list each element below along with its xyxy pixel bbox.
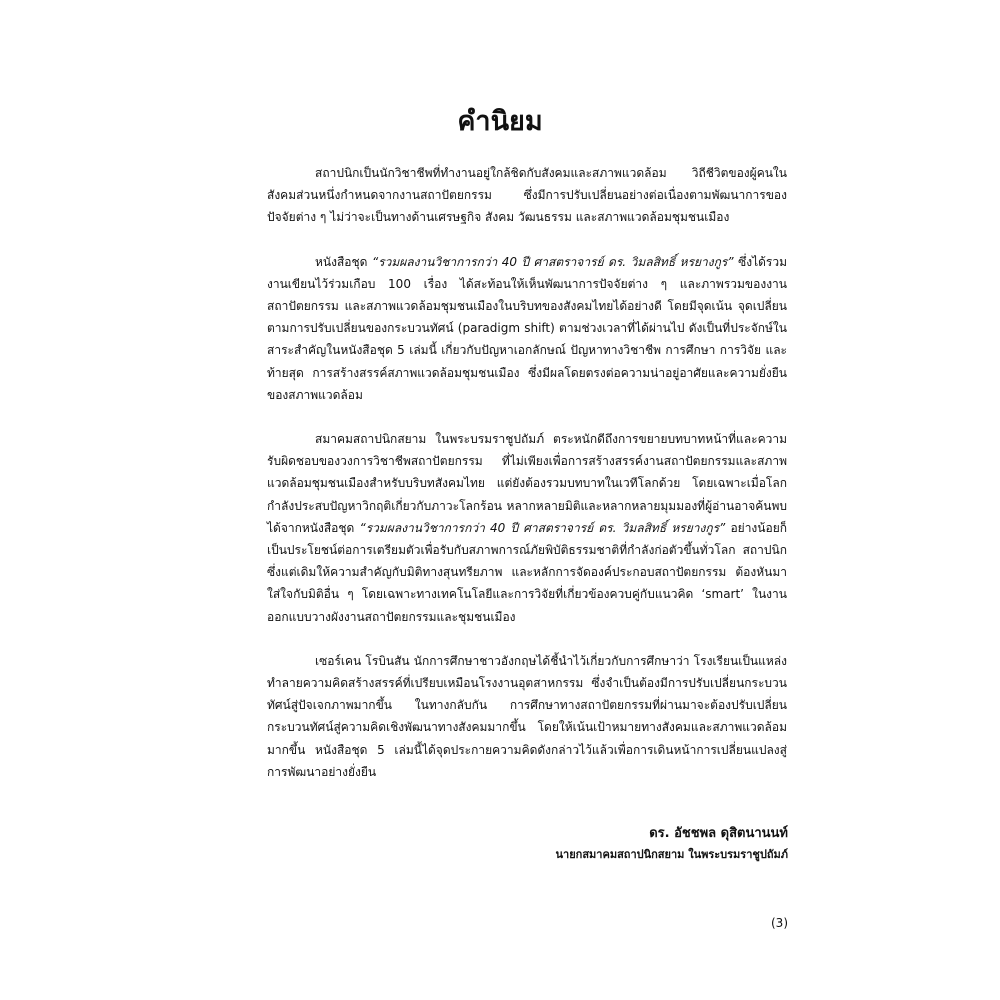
- paragraph-text: หนังสือชุด: [315, 254, 372, 269]
- book-series-title: “รวมผลงานวิชาการกว่า 40 ปี ศาสตราจารย์ ดร. วิมลสิทธิ์ หรยางกูร”: [359, 520, 726, 535]
- paragraph-text: ซึ่งได้รวมงานเขียนไว้ร่วมเกือบ 100 เรื่อง ได้สะท้อนให้เห็นพัฒนาการปัจจัยต่าง ๆ และภาพรวมของงานสถาปัตยกรรม และสภาพแวดล้อมชุมชนเมืองในบริบทของสังคมไทยได้อย่างดี โดยมีจุดเน้น จุดเปลี่ยน ตามการปรับเปลี่ยนของกระบวนทัศน์ (paradigm shift) ตามช่วงเวลาที่ได้ผ่านไป ดังเป็นที่ประจักษ์ในสาระสำคัญในหนังสือชุด 5 เล่มนี้ เกี่ยวกับปัญหาเอกลักษณ์ ปัญหาทางวิชาชีพ การศึกษา การวิจัย และท้ายสุด การสร้างสรรค์สภาพแวดล้อมชุมชนเมือง ซึ่งมีผลโดยตรงต่อความน่าอยู่อาศัยและความยั่งยืนของสภาพแวดล้อม: [267, 254, 788, 402]
- body-text: [267, 162, 787, 805]
- book-series-title: “รวมผลงานวิชาการกว่า 40 ปี ศาสตราจารย์ ดร. วิมลสิทธิ์ หรยางกูร”: [371, 254, 734, 269]
- paragraph-text: สถาปนิกเป็นนักวิชาชีพที่ทำงานอยู่ใกล้ชิดกับสังคมและสภาพแวดล้อม วิถีชีวิตของผู้คนในสังคมส่วนหนึ่งกำหนดจากงานสถาปัตยกรรม ซึ่งมีการปรับเปลี่ยนอย่างต่อเนื่องตามพัฒนาการของปัจจัยต่าง ๆ ไม่ว่าจะเป็นทางด้านเศรษฐกิจ สังคม วัฒนธรรม และสภาพแวดล้อมชุมชนเมือง: [267, 166, 787, 225]
- paragraph-3: [267, 428, 787, 628]
- paragraph-4: [267, 650, 787, 783]
- paragraph-text: สมาคมสถาปนิกสยาม ในพระบรมราชูปถัมภ์ ตระหนักดีถึงการขยายบทบาทหน้าที่และความรับผิดชอบของวงการวิชาชีพสถาปัตยกรรม ที่ไม่เพียงเพื่อการสร้างสรรค์งานสถาปัตยกรรมและสภาพแวดล้อมชุมชนเมืองสำหรับบริบทสังคมไทย แต่ยังต้องรวมบทบาทในเวทีโลกด้วย โดยเฉพาะเมื่อโลกกำลังประสบปัญหาวิกฤติเกี่ยวกับภาวะโลกร้อน หลากหลายมิติและหลากหลายมุมมองที่ผู้อ่านอาจค้นพบได้จากหนังสือชุด: [267, 432, 787, 535]
- page-title: คำนิยม: [457, 106, 543, 138]
- signatory-position: นายกสมาคมสถาปนิกสยาม ในพระบรมราชูปถัมภ์: [555, 848, 788, 861]
- signatory-name: ดร. อัชชพล ดุสิตนานนท์: [649, 826, 788, 841]
- signature-block: [556, 823, 788, 865]
- page-number: (3): [771, 916, 788, 930]
- paragraph-1: [267, 162, 787, 229]
- paragraph-2: [267, 251, 787, 406]
- paragraph-text: อย่างน้อยก็เป็นประโยชน์ต่อการเตรียมตัวเพื่อรับกับสภาพการณ์ภัยพิบัติธรรมชาติที่กำลังก่อตัวขึ้นทั่วโลก สถาปนิกซึ่งแต่เดิมให้ความสำคัญกับมิติทางสุนทรียภาพ และหลักการจัดองค์ประกอบสถาปัตยกรรม ต้องหันมาใส่ใจกับมิติอื่น ๆ โดยเฉพาะทางเทคโนโลยีและการวิจัยที่เกี่ยวข้องควบคู่กับแนวคิด ‘smart’ ในงานออกแบบวางผังงานสถาปัตยกรรมและชุมชนเมือง: [267, 520, 787, 624]
- paragraph-text: เซอร์เคน โรบินสัน นักการศึกษาชาวอังกฤษได้ชี้นำไว้เกี่ยวกับการศึกษาว่า โรงเรียนเป็นแหล่งทำลายความคิดสร้างสรรค์ที่เปรียบเหมือนโรงงานอุตสาหกรรม ซึ่งจำเป็นต้องมีการปรับเปลี่ยนกระบวนทัศน์สู่ปัจเจกภาพมากขึ้น ในทางกลับกัน การศึกษาทางสถาปัตยกรรมที่ผ่านมาจะต้องปรับเปลี่ยนกระบวนทัศน์สู่ความคิดเชิงพัฒนาทางสังคมมากขึ้น โดยให้เน้นเป้าหมายทางสังคมและสภาพแวดล้อมมากขึ้น หนังสือชุด 5 เล่มนี้ได้จุดประกายความคิดดังกล่าวไว้แล้วเพื่อการเดินหน้าการเปลี่ยนแปลงสู่การพัฒนาอย่างยั่งยืน: [267, 653, 787, 779]
